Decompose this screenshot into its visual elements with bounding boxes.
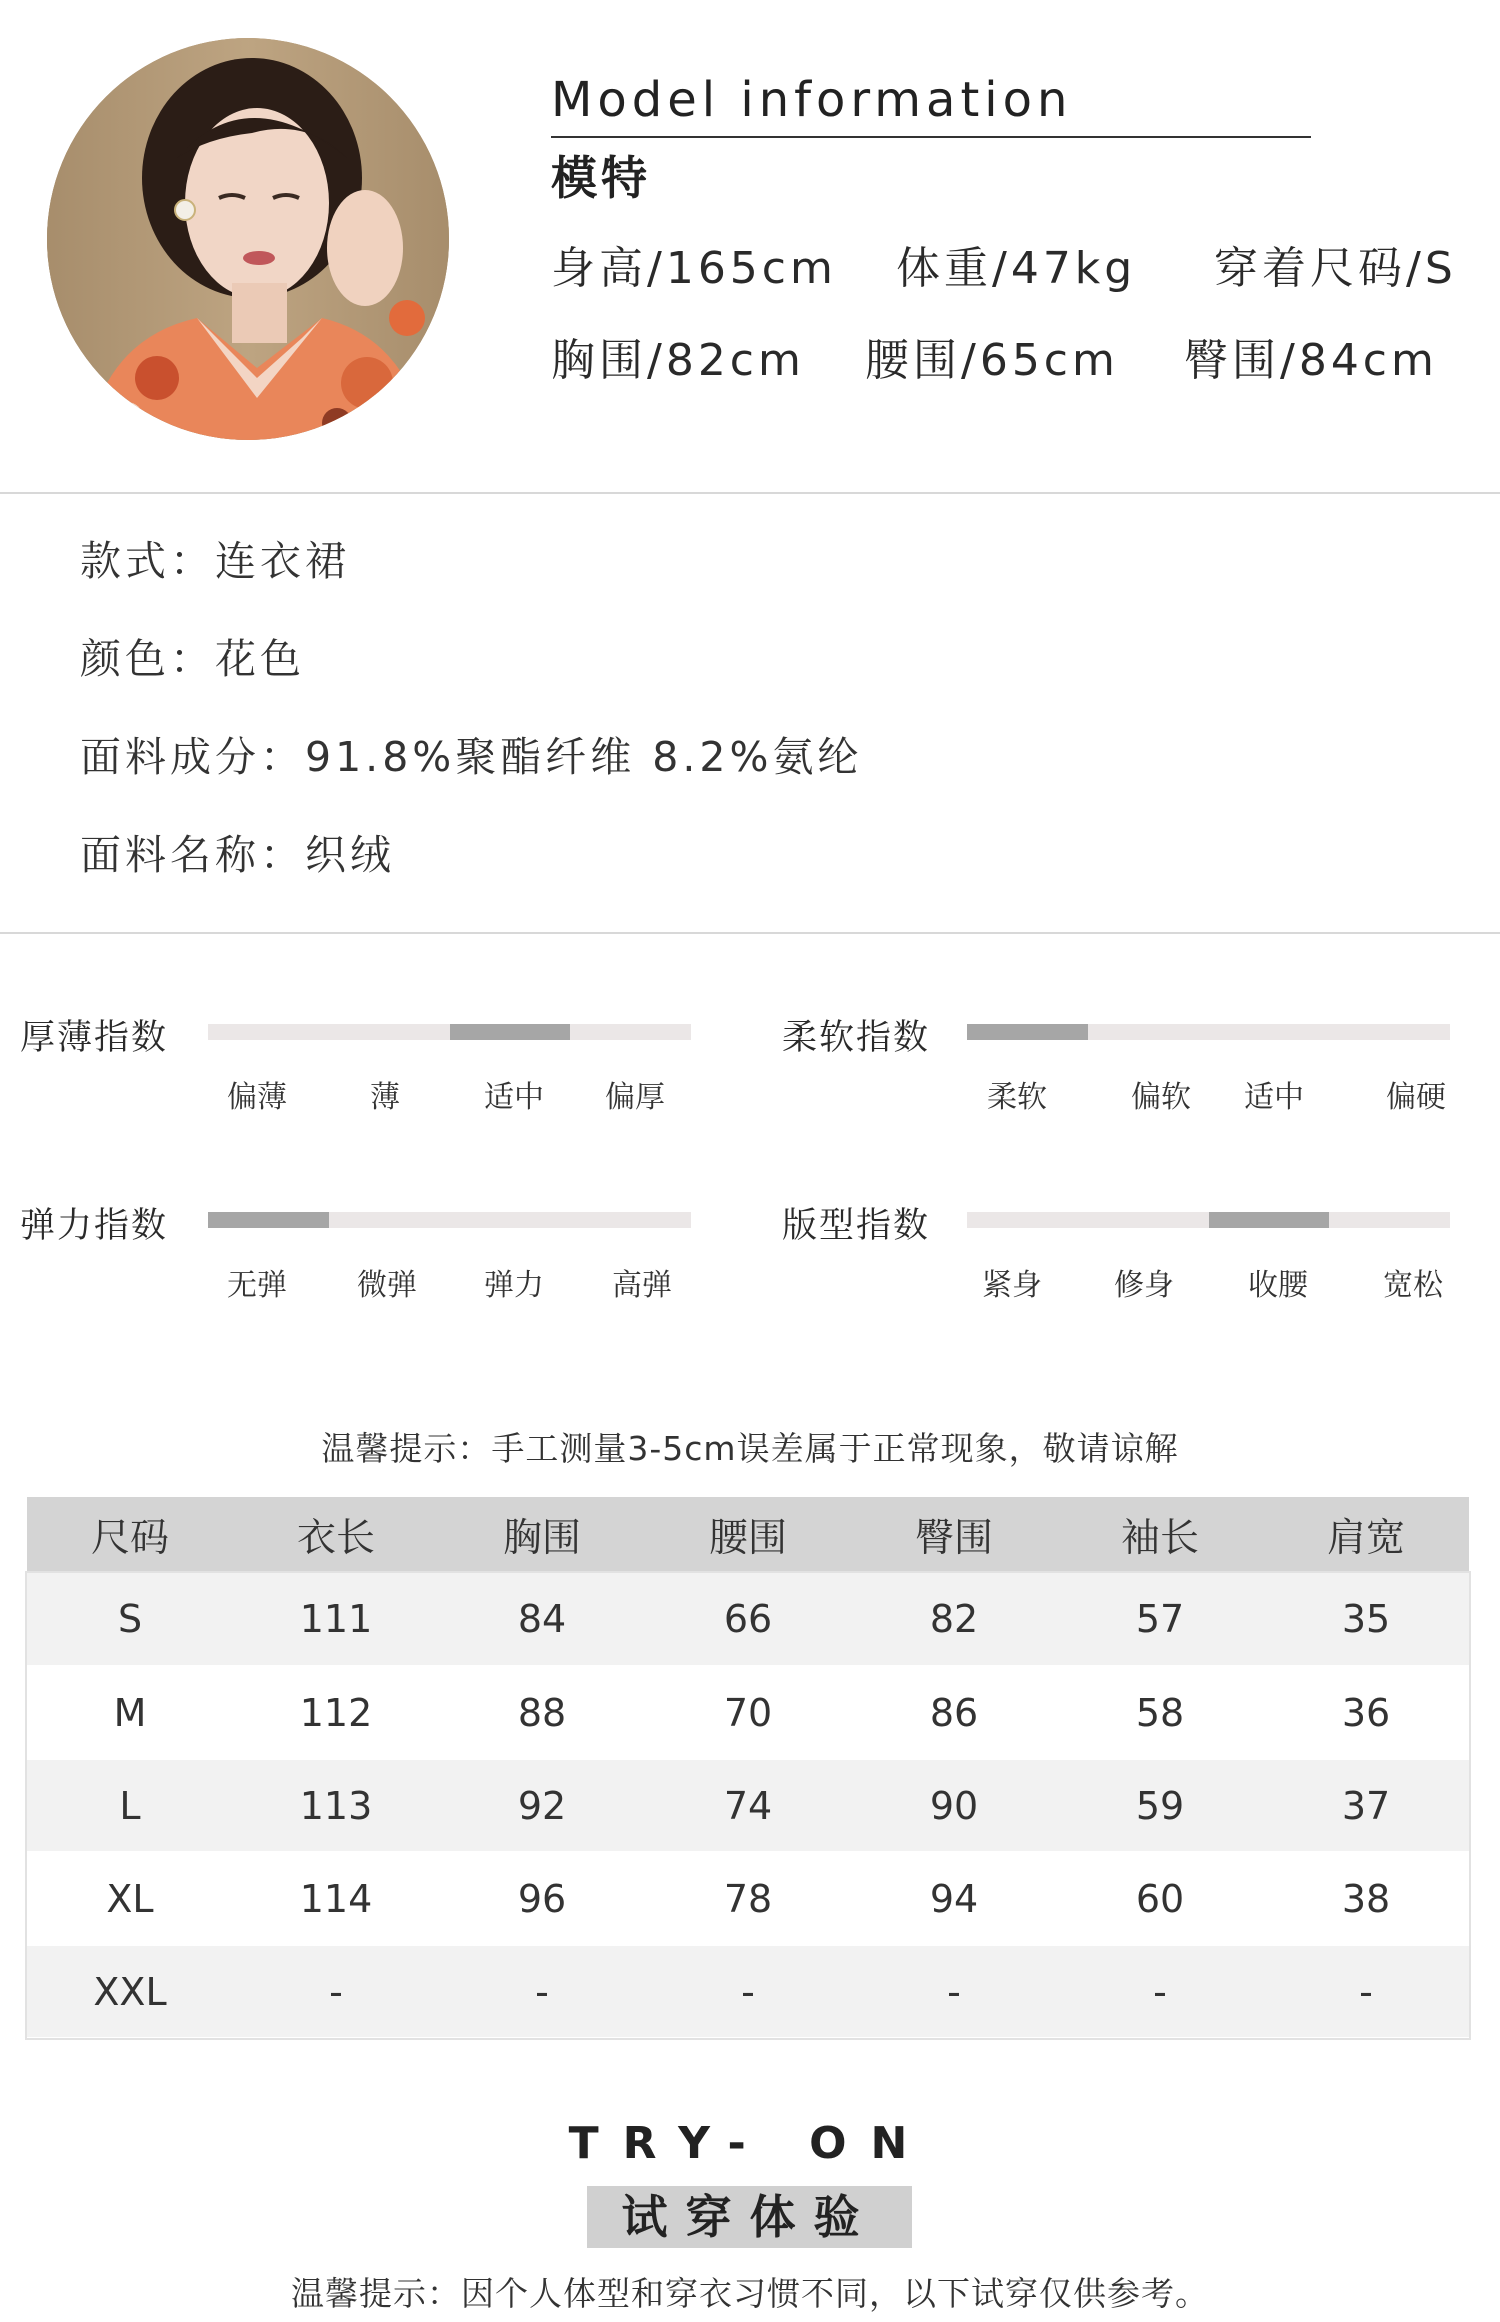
elasticity-option: 弹力	[484, 1268, 544, 1303]
table-cell: 96	[439, 1852, 645, 1945]
table-cell: 74	[645, 1759, 851, 1852]
table-cell: 60	[1057, 1852, 1263, 1945]
table-cell: 84	[439, 1573, 645, 1666]
table-cell: 82	[851, 1573, 1057, 1666]
table-cell: 57	[1057, 1573, 1263, 1666]
thickness-index-track	[208, 1024, 691, 1040]
header-hip: 臀围	[851, 1497, 1057, 1573]
elasticity-option: 微弹	[357, 1268, 417, 1303]
model-height: 身高/165cm	[551, 243, 837, 294]
fit-index-marker	[1209, 1212, 1329, 1228]
table-cell: 78	[645, 1852, 851, 1945]
fit-option: 宽松	[1383, 1268, 1443, 1303]
table-cell: 37	[1263, 1759, 1469, 1852]
model-photo	[47, 38, 449, 440]
elasticity-index-track	[208, 1212, 691, 1228]
thickness-index-marker	[450, 1024, 570, 1040]
table-row	[27, 1852, 1469, 1945]
table-cell: -	[439, 1945, 645, 2038]
softness-index-label: 柔软指数	[782, 1018, 931, 1058]
fit-index-label: 版型指数	[782, 1206, 931, 1246]
model-waist: 腰围/65cm	[865, 335, 1119, 386]
model-bust: 胸围/82cm	[551, 335, 805, 386]
table-cell: -	[1057, 1945, 1263, 2038]
table-cell: -	[233, 1945, 439, 2038]
table-cell: 86	[851, 1666, 1057, 1759]
model-weight: 体重/47kg	[896, 243, 1137, 294]
tryon-title: TRY- ON	[568, 2118, 932, 2169]
fit-option: 修身	[1114, 1268, 1174, 1303]
table-cell: 66	[645, 1573, 851, 1666]
size-measurement-note: 温馨提示：手工测量3-5cm误差属于正常现象，敬请谅解	[321, 1429, 1179, 1468]
thickness-option: 偏厚	[605, 1080, 665, 1115]
table-cell: 113	[233, 1759, 439, 1852]
model-portrait-illustration	[47, 38, 449, 440]
header-sleeve: 袖长	[1057, 1497, 1263, 1573]
table-cell: 92	[439, 1759, 645, 1852]
table-cell: XXL	[27, 1945, 233, 2038]
model-info-subtitle: 模特	[551, 151, 651, 205]
table-row	[27, 1666, 1469, 1759]
softness-option: 适中	[1244, 1080, 1304, 1115]
table-cell: -	[645, 1945, 851, 2038]
softness-index-marker	[967, 1024, 1088, 1040]
softness-index-track	[967, 1024, 1450, 1040]
elasticity-option: 高弹	[612, 1268, 672, 1303]
table-cell: 38	[1263, 1852, 1469, 1945]
fit-option: 收腰	[1248, 1268, 1308, 1303]
table-cell: 59	[1057, 1759, 1263, 1852]
table-cell: 88	[439, 1666, 645, 1759]
header-length: 衣长	[233, 1497, 439, 1573]
title-underline	[551, 136, 1311, 138]
table-cell: 36	[1263, 1666, 1469, 1759]
table-cell: 35	[1263, 1573, 1469, 1666]
header-waist: 腰围	[645, 1497, 851, 1573]
thickness-option: 偏薄	[227, 1080, 287, 1115]
table-cell: -	[851, 1945, 1057, 2038]
size-table	[27, 1497, 1469, 2039]
table-cell: 114	[233, 1852, 439, 1945]
fit-option: 紧身	[982, 1268, 1042, 1303]
table-cell: M	[27, 1666, 233, 1759]
fit-index-track	[967, 1212, 1450, 1228]
product-fabric-composition: 面料成分：91.8%聚酯纤维 8.2%氨纶	[80, 733, 863, 781]
product-style: 款式：连衣裙	[80, 537, 350, 585]
tryon-note: 温馨提示：因个人体型和穿衣习惯不同，以下试穿仅供参考。	[291, 2274, 1209, 2313]
softness-option: 柔软	[987, 1080, 1047, 1115]
softness-option: 偏硬	[1386, 1080, 1446, 1115]
header-shoulder: 肩宽	[1263, 1497, 1469, 1573]
table-row	[27, 1945, 1469, 2038]
divider	[0, 932, 1500, 934]
header-size: 尺码	[27, 1497, 233, 1573]
model-size-worn: 穿着尺码/S	[1214, 243, 1457, 294]
model-hip: 臀围/84cm	[1184, 335, 1438, 386]
elasticity-index-marker	[208, 1212, 329, 1228]
thickness-index-label: 厚薄指数	[20, 1018, 169, 1058]
product-color: 颜色：花色	[80, 635, 305, 683]
product-fabric-name: 面料名称：织绒	[80, 831, 395, 879]
divider	[0, 492, 1500, 494]
table-cell: 112	[233, 1666, 439, 1759]
table-row	[27, 1573, 1469, 1666]
tryon-subtitle: 试穿体验	[621, 2190, 878, 2244]
model-info-title: Model information	[551, 72, 1073, 128]
thickness-option: 薄	[370, 1080, 400, 1115]
elasticity-option: 无弹	[227, 1268, 287, 1303]
header-bust: 胸围	[439, 1497, 645, 1573]
table-cell: 111	[233, 1573, 439, 1666]
elasticity-index-label: 弹力指数	[20, 1206, 169, 1246]
softness-option: 偏软	[1131, 1080, 1191, 1115]
table-row	[27, 1759, 1469, 1852]
thickness-option: 适中	[484, 1080, 544, 1115]
table-cell: XL	[27, 1852, 233, 1945]
table-cell: 94	[851, 1852, 1057, 1945]
size-table-header-row	[27, 1497, 1469, 1573]
table-cell: 70	[645, 1666, 851, 1759]
table-cell: L	[27, 1759, 233, 1852]
table-cell: 58	[1057, 1666, 1263, 1759]
table-cell: 90	[851, 1759, 1057, 1852]
table-cell: S	[27, 1573, 233, 1666]
table-cell: -	[1263, 1945, 1469, 2038]
